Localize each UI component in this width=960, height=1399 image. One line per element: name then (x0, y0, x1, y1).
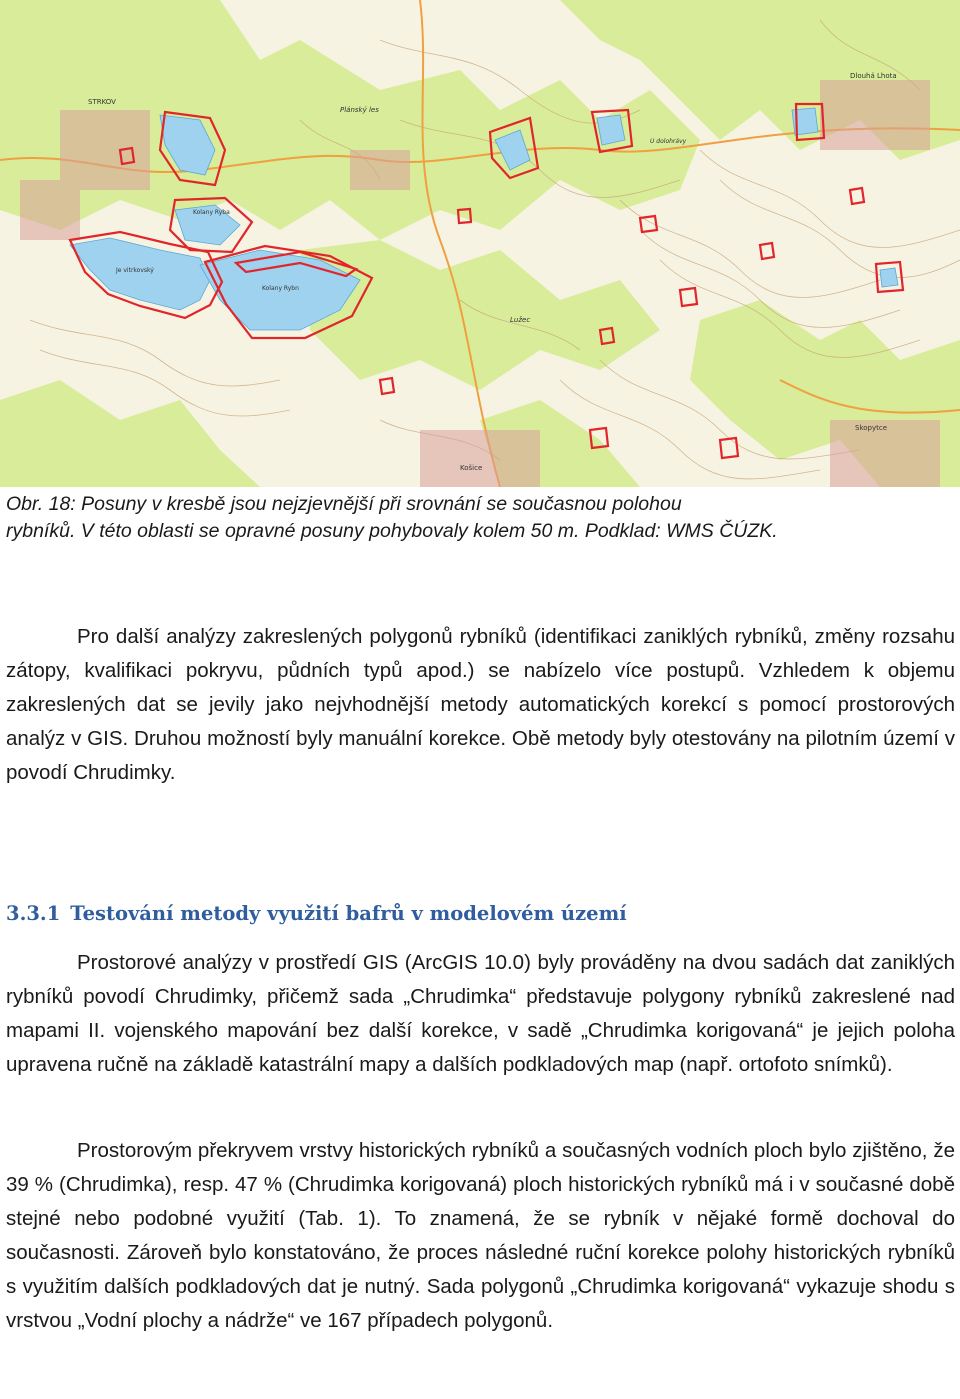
map-label-pond-1: Kolany Ryba (193, 209, 230, 216)
map-label-pond-3: Je vitrkovský (116, 267, 154, 274)
map-label-forest: Plánský les (340, 106, 379, 114)
map-label-field: Lužec (510, 316, 531, 324)
caption-line-2: rybníků. V této oblasti se opravné posuny pohybovaly kolem 50 m. Podklad: WMS ČÚZK. (6, 520, 778, 542)
paragraph-1 (6, 620, 955, 790)
map-label-town-ne: Dlouhá Lhota (850, 72, 897, 80)
section-heading (6, 902, 627, 925)
map-label-town-s: Košice (460, 464, 483, 472)
paragraph-1-text: Pro další analýzy zakreslených polygonů rybníků (identifikaci zaniklých rybníků, změny rozsahu zátopy, kvalifikaci pokryvu, půdních typů apod.) se nabízelo více postupů. Vzhledem k objemu zakreslených dat se jevily jako nejvhodnější metody automatických korekcí s pomocí prostorových analýz v GIS. Druhou možností byly manuální korekce. Obě metody byly otestovány na pilotním území v povodí Chrudimky. (6, 625, 955, 784)
map-label-field2: U dolohrávy (650, 138, 687, 145)
caption-line-1: Obr. 18: Posuny v kresbě jsou nejzjevnější při srovnání se současnou polohou (6, 493, 682, 515)
paragraph-3-text: Prostorovým překryvem vrstvy historických rybníků a současných vodních ploch bylo zjištěno, že 39 % (Chrudimka), resp. 47 % (Chrudimka korigovaná) ploch historických rybníků má i v současné době stejné nebo podobné využití (Tab. 1). To znamená, že se rybník v nějaké formě dochoval do současnosti. Zároveň bylo konstatováno, že proces následné ruční korekce polohy historických rybníků s využitím dalších podkladových dat je nutný. Sada polygonů „Chrudimka korigovaná“ vykazuje shodu s vrstvou „Vodní plochy a nádrže“ ve 167 případech polygonů. (6, 1139, 955, 1332)
map-figure (0, 0, 960, 487)
figure-caption (6, 491, 956, 545)
section-number: 3.3.1 (6, 902, 61, 925)
paragraph-2-text: Prostorové analýzy v prostředí GIS (ArcGIS 10.0) byly prováděny na dvou sadách dat zaniklých rybníků povodí Chrudimky, přičemž sada „Chrudimka“ představuje polygony rybníků zakreslené nad mapami II. vojenského mapování bez další korekce, v sadě „Chrudimka korigovaná“ je jejich poloha upravena ručně na základě katastrální mapy a dalších podkladových map (např. ortofoto snímků). (6, 951, 955, 1076)
map-label-town-se: Skopytce (855, 424, 888, 432)
section-title: Testování metody využití bafrů v modelovém území (70, 902, 627, 925)
map-label-pond-2: Kolany Rybn (262, 285, 299, 292)
paragraph-3 (6, 1134, 955, 1338)
paragraph-2 (6, 946, 955, 1082)
map-label-town-nw: STRKOV (88, 98, 116, 106)
